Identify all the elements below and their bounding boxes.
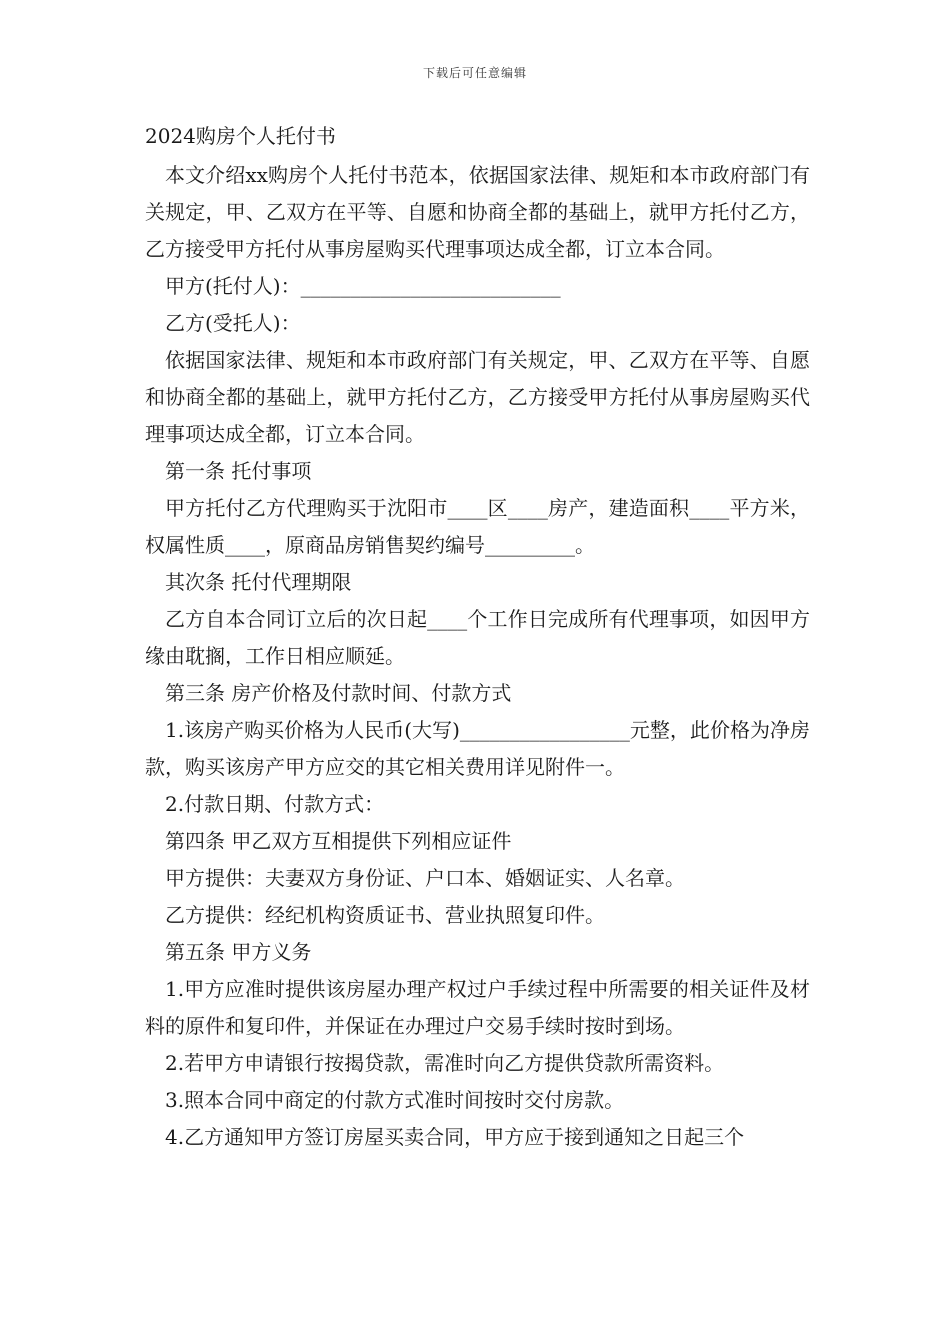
article-2-body: 乙方自本合同订立后的次日起____个工作日完成所有代理事项，如因甲方缘由耽搁，工作日相应顺延。 [145,607,810,668]
article-4-heading: 第四条 甲乙双方互相提供下列相应证件 [165,829,512,853]
article-5-item-1: 1.甲方应准时提供该房屋办理产权过户手续过程中所需要的相关证件及材料的原件和复印件，并保证在办理过户交易手续时按时到场。 [145,977,810,1038]
article-1-body: 甲方托付乙方代理购买于沈阳市____区____房产，建造面积____平方米，权属性质____，原商品房销售契约编号_________。 [145,496,810,557]
article-3-heading: 第三条 房产价格及付款时间、付款方式 [165,681,512,705]
article-4-party-b: 乙方提供：经纪机构资质证书、营业执照复印件。 [165,903,605,927]
paragraph-party-b: 乙方(受托人)： [165,311,301,335]
article-4-party-a: 甲方提供：夫妻双方身份证、户口本、婚姻证实、人名章。 [165,866,685,890]
header-note: 下载后可任意编辑 [422,66,527,80]
article-5-item-4: 4.乙方通知甲方签订房屋买卖合同，甲方应于接到通知之日起三个 [165,1125,745,1149]
paragraph-intro: 本文介绍xx购房个人托付书范本，依据国家法律、规矩和本市政府部门有关规定，甲、乙双方在平等、自愿和协商全都的基础上，就甲方托付乙方，乙方接受甲方托付从事房屋购买代理事项达成全都，订立本合同。 [145,163,810,261]
article-5-heading: 第五条 甲方义务 [165,940,312,964]
article-2-heading: 其次条 托付代理期限 [165,570,352,594]
article-5-item-3: 3.照本合同中商定的付款方式准时间按时交付房款。 [165,1088,625,1112]
article-3-item-1: 1.该房产购买价格为人民币(大写)_________________元整，此价格为净房款，购买该房产甲方应交的其它相关费用详见附件一。 [145,718,810,779]
document-body [145,118,810,1156]
article-5-item-2: 2.若甲方申请银行按揭贷款，需准时向乙方提供贷款所需资料。 [165,1051,725,1075]
paragraph-basis: 依据国家法律、规矩和本市政府部门有关规定，甲、乙双方在平等、自愿和协商全都的基础上，就甲方托付乙方，乙方接受甲方托付从事房屋购买代理事项达成全都，订立本合同。 [145,348,810,446]
article-1-heading: 第一条 托付事项 [165,459,312,483]
document-title: 2024购房个人托付书 [145,124,336,148]
article-3-item-2: 2.付款日期、付款方式： [165,792,385,816]
paragraph-party-a: 甲方(托付人)：__________________________ [165,274,561,298]
